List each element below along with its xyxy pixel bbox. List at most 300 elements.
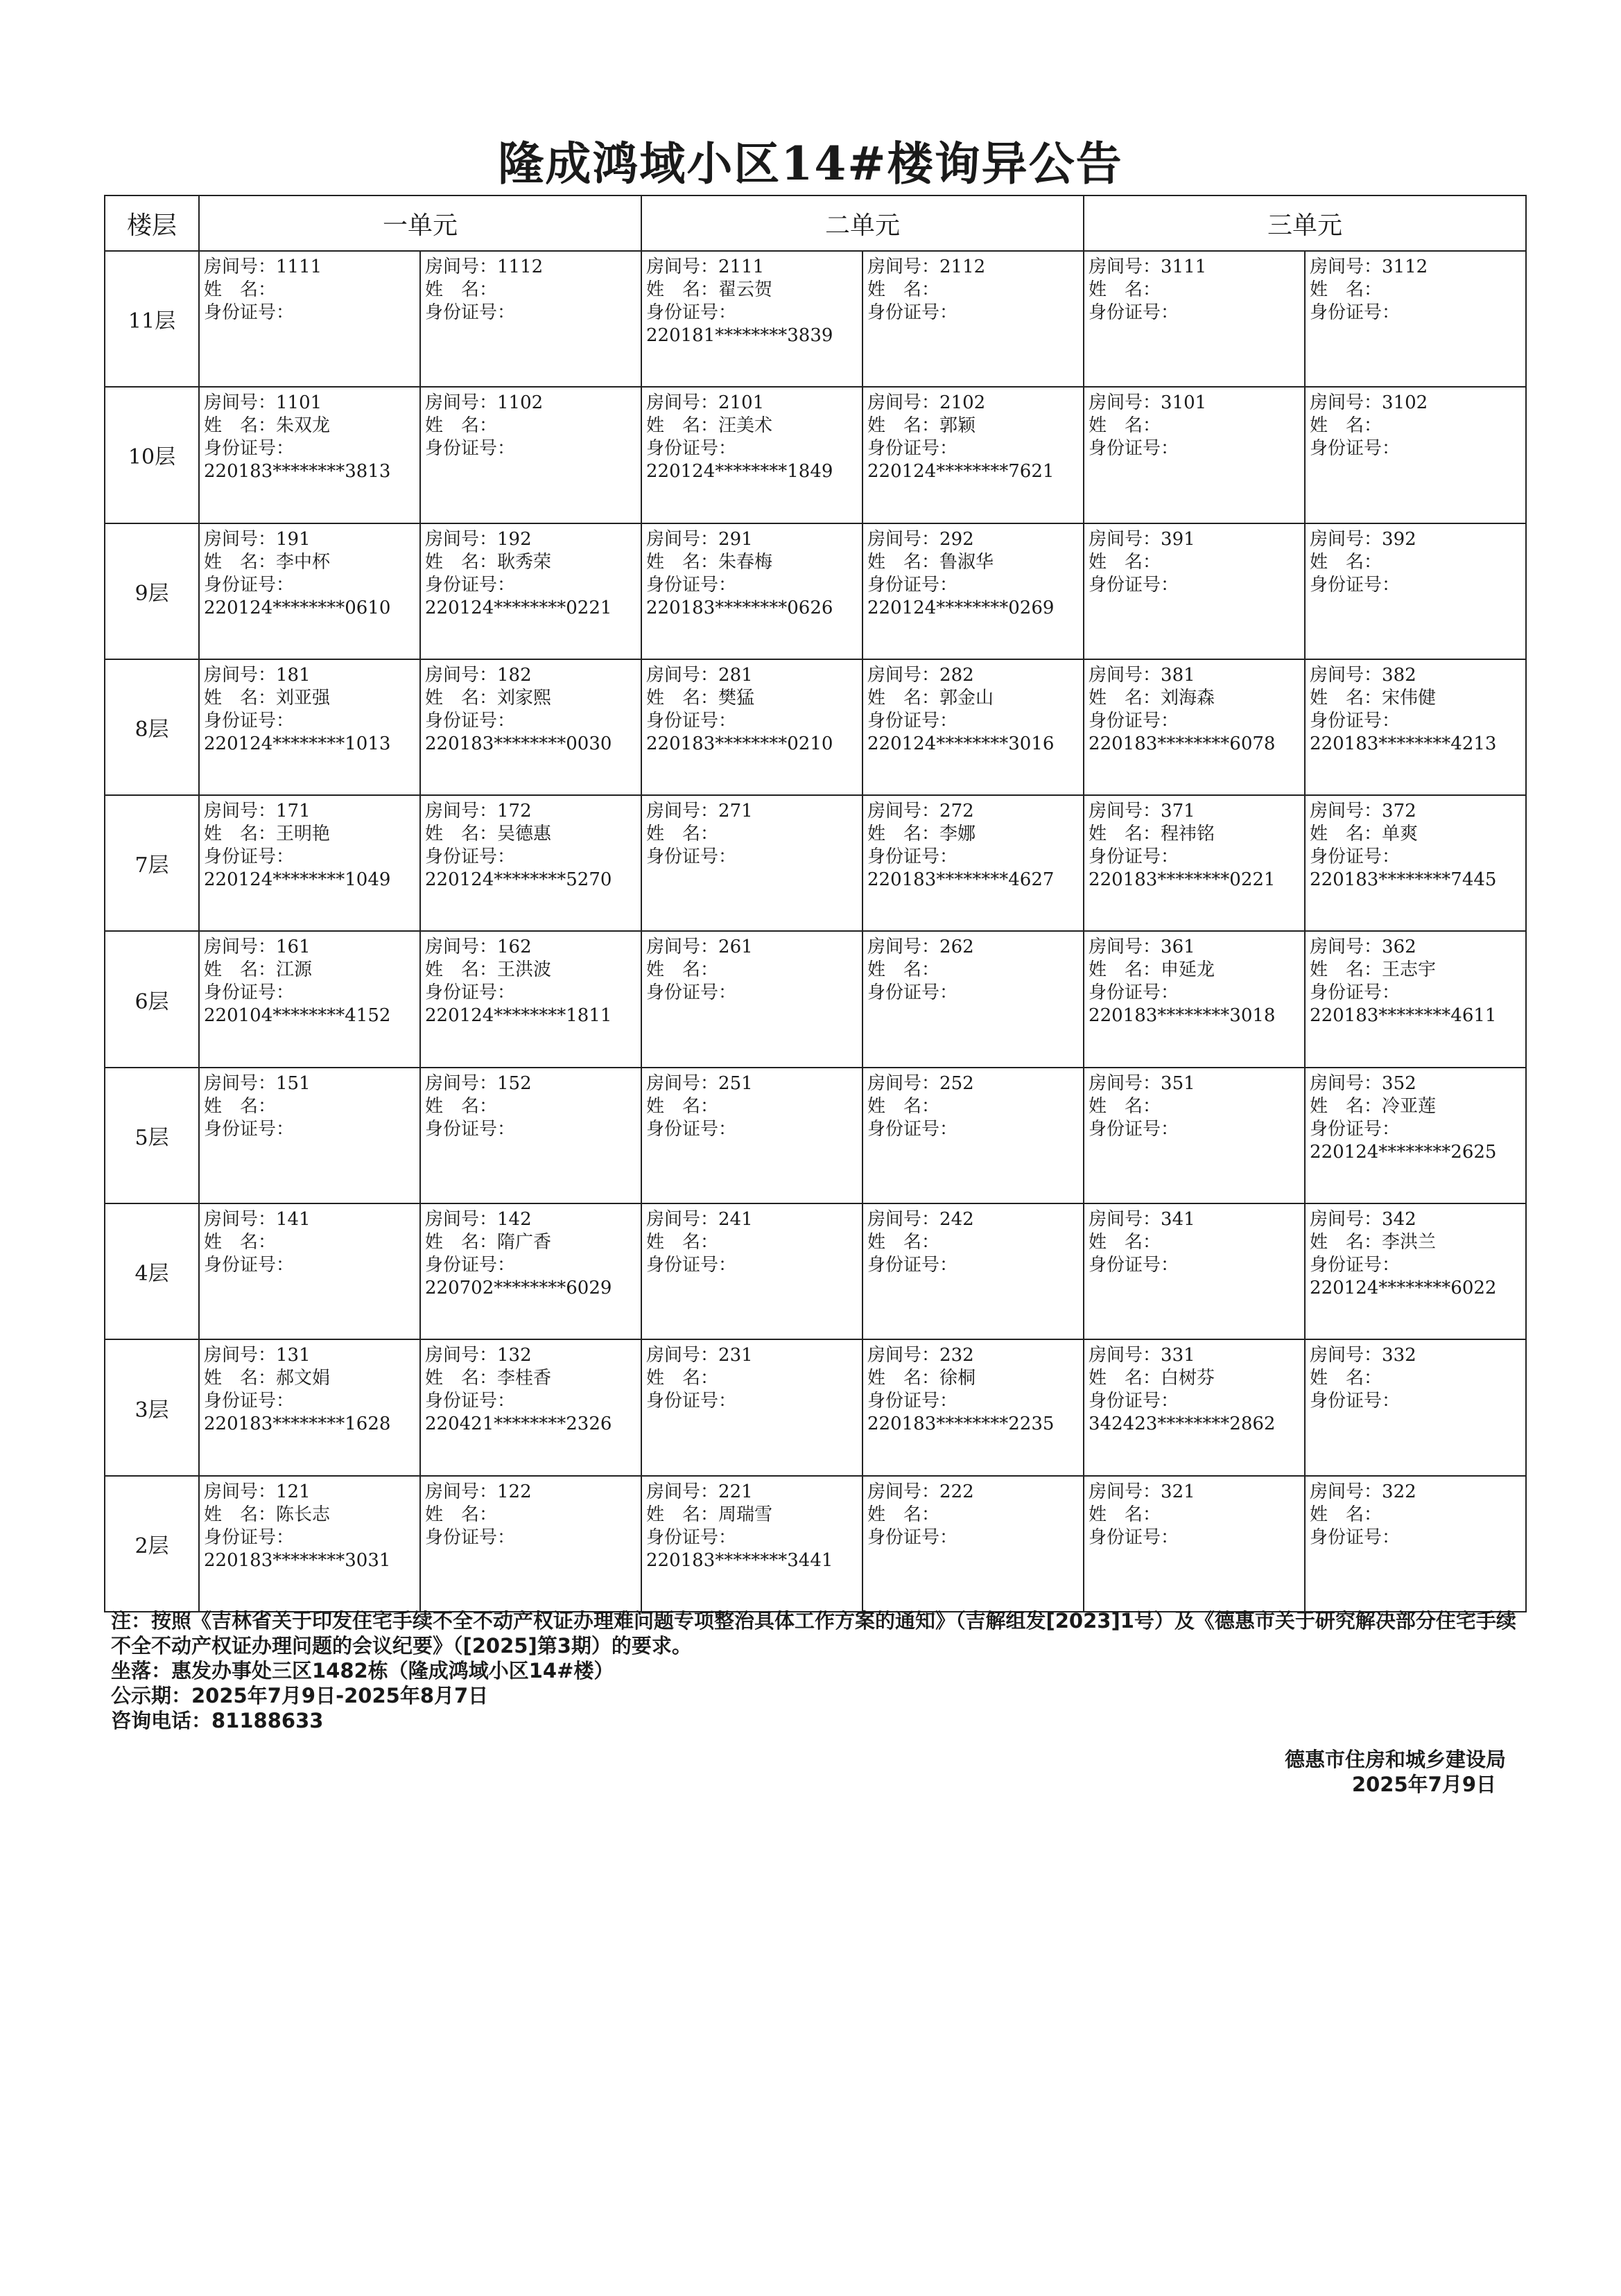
id-number-line	[204, 302, 414, 324]
resident-name-line	[1089, 959, 1299, 982]
resident-name-line	[1089, 415, 1299, 437]
resident-name-value: 刘亚强	[276, 687, 331, 708]
room-number-value: 3102	[1382, 392, 1428, 414]
resident-name-line	[646, 279, 856, 302]
id-number-label: 身份证号：	[646, 710, 737, 731]
resident-name-label: 姓 名：	[867, 551, 940, 573]
id-number-value: 220183********1628	[204, 1414, 391, 1435]
resident-name-label: 姓 名：	[646, 687, 719, 708]
room-number-value: 332	[1382, 1345, 1416, 1366]
id-number-label: 身份证号：	[646, 1118, 737, 1140]
room-number-line	[204, 800, 414, 823]
resident-name-line	[204, 1367, 414, 1390]
id-number-label: 身份证号：	[1310, 1527, 1401, 1548]
room-number-value: 292	[939, 528, 974, 550]
table-row	[105, 1476, 1526, 1612]
id-number-line	[204, 437, 414, 460]
room-number-value: 141	[276, 1209, 311, 1230]
id-number-line	[1310, 982, 1520, 1004]
id-number-label: 身份证号：	[1310, 1118, 1401, 1140]
room-cell	[199, 1339, 420, 1475]
room-number-label: 房间号：	[425, 392, 498, 414]
resident-name-line	[646, 1231, 856, 1254]
id-number-line	[1310, 1254, 1520, 1277]
room-number-label: 房间号：	[1089, 392, 1161, 414]
id-number-label: 身份证号：	[1089, 1255, 1179, 1276]
room-cell	[641, 795, 862, 931]
room-number-label: 房间号：	[425, 1481, 498, 1502]
resident-name-label: 姓 名：	[1310, 959, 1382, 981]
room-number-value: 381	[1161, 664, 1195, 686]
room-number-label: 房间号：	[1310, 528, 1382, 550]
resident-name-value: 王志宇	[1382, 959, 1437, 981]
resident-name-value: 鲁淑华	[939, 551, 994, 573]
resident-name-label: 姓 名：	[867, 824, 940, 845]
room-number-line	[425, 800, 635, 823]
id-number-line	[1089, 982, 1299, 1004]
room-number-value: 172	[497, 801, 532, 822]
room-number-line	[204, 936, 414, 959]
room-number-label: 房间号：	[204, 937, 277, 958]
room-number-label: 房间号：	[646, 1481, 719, 1502]
id-number-line	[1310, 1118, 1520, 1141]
resident-name-value: 陈长志	[276, 1504, 331, 1525]
room-cell	[862, 931, 1084, 1067]
id-number-line	[425, 302, 635, 324]
room-number-line	[646, 528, 856, 551]
room-cell	[862, 523, 1084, 659]
id-number-label: 身份证号：	[204, 1391, 295, 1412]
resident-name-line	[425, 415, 635, 437]
room-number-label: 房间号：	[867, 1072, 940, 1094]
room-number-label: 房间号：	[1089, 801, 1161, 822]
id-number-line	[1089, 574, 1299, 597]
room-cell	[420, 795, 641, 931]
resident-name-value: 白树芬	[1161, 1368, 1215, 1389]
id-number-value: 220183********3018	[1089, 1005, 1276, 1027]
room-number-label: 房间号：	[204, 1072, 277, 1094]
room-number-value: 291	[718, 528, 753, 550]
floor-label: 5层	[105, 1068, 199, 1203]
room-number-line	[204, 1344, 414, 1367]
resident-name-value: 江源	[276, 959, 313, 981]
room-number-line	[1089, 1072, 1299, 1095]
id-number-label: 身份证号：	[425, 1118, 516, 1140]
room-number-line	[204, 1208, 414, 1231]
room-number-label: 房间号：	[204, 1481, 277, 1502]
room-number-line	[646, 1481, 856, 1504]
id-number-line	[204, 1527, 414, 1549]
resident-name-line	[204, 279, 414, 302]
room-number-line	[1310, 800, 1520, 823]
room-number-value: 321	[1161, 1481, 1195, 1502]
room-cell	[862, 1476, 1084, 1612]
room-number-value: 182	[497, 664, 532, 686]
resident-name-label: 姓 名：	[204, 959, 277, 981]
room-number-value: 151	[276, 1072, 311, 1094]
id-number-label: 身份证号：	[425, 1527, 516, 1548]
id-number-value: 220104********4152	[204, 1005, 391, 1027]
resident-name-label: 姓 名：	[1310, 415, 1382, 437]
resident-name-line	[425, 1367, 635, 1390]
signature-block	[1285, 1747, 1506, 1797]
room-cell	[199, 931, 420, 1067]
id-number-label: 身份证号：	[867, 710, 958, 731]
room-number-line	[646, 800, 856, 823]
id-number-label: 身份证号：	[204, 302, 295, 323]
room-number-label: 房间号：	[867, 256, 940, 277]
resident-name-value: 李洪兰	[1382, 1232, 1437, 1253]
room-number-label: 房间号：	[1310, 392, 1382, 414]
room-number-label: 房间号：	[1310, 1481, 1382, 1502]
id-number-line	[425, 1254, 635, 1277]
resident-name-value: 王明艳	[276, 824, 331, 845]
id-number-label: 身份证号：	[1089, 1118, 1179, 1140]
room-number-line	[1310, 1208, 1520, 1231]
resident-name-label: 姓 名：	[867, 1095, 940, 1117]
id-number-line	[425, 1527, 635, 1549]
resident-name-line	[425, 1231, 635, 1254]
room-number-line	[204, 1481, 414, 1504]
resident-name-line	[1089, 823, 1299, 846]
room-number-label: 房间号：	[867, 937, 940, 958]
id-number-label: 身份证号：	[204, 1118, 295, 1140]
room-cell	[1084, 387, 1305, 523]
note-period: 公示期：2025年7月9日-2025年8月7日	[111, 1684, 489, 1707]
resident-name-label: 姓 名：	[646, 1504, 719, 1525]
room-number-line	[204, 664, 414, 687]
id-number-label: 身份证号：	[1310, 1255, 1401, 1276]
table-body	[105, 251, 1526, 1612]
room-number-value: 261	[718, 937, 753, 958]
resident-name-label: 姓 名：	[425, 551, 498, 573]
id-number-line	[867, 1254, 1077, 1277]
id-number-line	[646, 710, 856, 733]
room-cell	[420, 1203, 641, 1339]
room-number-label: 房间号：	[867, 1209, 940, 1230]
id-number-line	[867, 982, 1077, 1004]
resident-name-line	[204, 551, 414, 574]
id-number-line	[646, 1118, 856, 1141]
resident-name-label: 姓 名：	[1089, 1232, 1161, 1253]
room-number-label: 房间号：	[204, 256, 277, 277]
resident-name-label: 姓 名：	[204, 824, 277, 845]
id-number-label: 身份证号：	[867, 1118, 958, 1140]
room-number-label: 房间号：	[1310, 1072, 1382, 1094]
room-number-line	[425, 256, 635, 279]
id-number-line	[425, 982, 635, 1004]
room-cell	[420, 1068, 641, 1203]
room-number-line	[1089, 392, 1299, 415]
id-number-line	[425, 1118, 635, 1141]
room-number-line	[204, 528, 414, 551]
room-number-label: 房间号：	[646, 664, 719, 686]
room-cell	[862, 251, 1084, 387]
room-number-label: 房间号：	[646, 937, 719, 958]
room-cell	[199, 659, 420, 795]
room-number-line	[1089, 256, 1299, 279]
resident-name-value: 李中杯	[276, 551, 331, 573]
room-number-line	[1310, 936, 1520, 959]
resident-name-line	[1310, 279, 1520, 302]
room-cell	[862, 1339, 1084, 1475]
room-cell	[641, 1068, 862, 1203]
table-row	[105, 931, 1526, 1067]
resident-name-line	[204, 1095, 414, 1118]
room-number-value: 392	[1382, 528, 1416, 550]
room-number-line	[1310, 528, 1520, 551]
floor-label: 9层	[105, 523, 199, 659]
resident-name-value: 程祎铭	[1161, 824, 1215, 845]
resident-name-label: 姓 名：	[1310, 551, 1382, 573]
id-number-line	[204, 574, 414, 597]
id-number-label: 身份证号：	[204, 574, 295, 595]
room-number-label: 房间号：	[425, 528, 498, 550]
id-number-line	[867, 710, 1077, 733]
room-number-label: 房间号：	[867, 528, 940, 550]
room-number-label: 房间号：	[1089, 1072, 1161, 1094]
room-cell	[420, 387, 641, 523]
resident-name-line	[646, 551, 856, 574]
room-number-line	[1089, 528, 1299, 551]
resident-name-value: 刘海森	[1161, 687, 1215, 708]
id-number-label: 身份证号：	[425, 302, 516, 323]
resident-name-line	[425, 823, 635, 846]
id-number-line	[867, 1390, 1077, 1413]
id-number-line	[204, 1118, 414, 1141]
id-number-label: 身份证号：	[867, 1527, 958, 1548]
id-number-label: 身份证号：	[204, 438, 295, 460]
resident-name-line	[425, 551, 635, 574]
id-number-line	[1089, 846, 1299, 869]
page-title: 隆成鸿域小区14#楼询异公告	[498, 137, 1123, 191]
floor-label: 4层	[105, 1203, 199, 1339]
id-number-label: 身份证号：	[1089, 846, 1179, 868]
unit-header-1: 一单元	[199, 195, 641, 251]
resident-name-label: 姓 名：	[425, 687, 498, 708]
resident-name-label: 姓 名：	[425, 959, 498, 981]
resident-name-line	[204, 415, 414, 437]
room-number-line	[204, 256, 414, 279]
room-cell	[1084, 1068, 1305, 1203]
issue-date: 2025年7月9日	[1351, 1773, 1496, 1796]
floor-label: 3层	[105, 1339, 199, 1475]
resident-name-value: 单爽	[1382, 824, 1419, 845]
room-cell	[420, 523, 641, 659]
id-number-value: 220124********5270	[425, 869, 612, 891]
id-number-label: 身份证号：	[204, 846, 295, 868]
id-number-label: 身份证号：	[646, 1391, 737, 1412]
room-number-label: 房间号：	[204, 392, 277, 414]
id-number-value: 220183********7445	[1310, 869, 1497, 891]
room-number-line	[646, 936, 856, 959]
room-number-label: 房间号：	[1089, 937, 1161, 958]
id-number-line	[646, 302, 856, 324]
room-cell	[1305, 251, 1526, 387]
id-number-line	[204, 846, 414, 869]
room-number-label: 房间号：	[425, 1345, 498, 1366]
resident-name-label: 姓 名：	[646, 1095, 719, 1117]
unit-header-3: 三单元	[1084, 195, 1526, 251]
resident-name-label: 姓 名：	[204, 415, 277, 437]
id-number-line	[1089, 302, 1299, 324]
room-number-label: 房间号：	[1089, 1481, 1161, 1502]
room-cell	[1084, 251, 1305, 387]
room-number-value: 272	[939, 801, 974, 822]
id-number-line	[646, 1254, 856, 1277]
resident-name-value: 周瑞雪	[718, 1504, 773, 1525]
room-number-value: 361	[1161, 937, 1195, 958]
id-number-value: 220183********0626	[646, 597, 833, 618]
resident-name-label: 姓 名：	[204, 1504, 277, 1525]
notes-section	[111, 1608, 1525, 1733]
id-number-line	[425, 846, 635, 869]
id-number-label: 身份证号：	[425, 574, 516, 595]
room-number-value: 391	[1161, 528, 1195, 550]
room-number-line	[425, 1208, 635, 1231]
id-number-line	[1310, 302, 1520, 324]
resident-name-line	[204, 959, 414, 982]
room-number-line	[867, 800, 1077, 823]
resident-name-line	[1310, 1095, 1520, 1118]
room-number-value: 382	[1382, 664, 1416, 686]
room-number-label: 房间号：	[1310, 664, 1382, 686]
room-cell	[199, 523, 420, 659]
id-number-line	[867, 1527, 1077, 1549]
room-number-value: 171	[276, 801, 311, 822]
resident-name-value: 朱双龙	[276, 415, 331, 437]
id-number-label: 身份证号：	[1310, 574, 1401, 595]
id-number-value: 220124********0269	[867, 597, 1055, 618]
room-number-value: 262	[939, 937, 974, 958]
room-number-value: 162	[497, 937, 532, 958]
room-cell	[641, 523, 862, 659]
resident-name-line	[646, 1095, 856, 1118]
id-number-value: 220124********6022	[1310, 1278, 1497, 1299]
room-number-label: 房间号：	[646, 256, 719, 277]
room-number-label: 房间号：	[204, 801, 277, 822]
resident-name-line	[1310, 687, 1520, 710]
room-number-line	[1089, 1208, 1299, 1231]
id-number-line	[1310, 846, 1520, 869]
room-number-line	[1310, 1344, 1520, 1367]
id-number-value: 220181********3839	[646, 325, 833, 346]
room-number-value: 242	[939, 1209, 974, 1230]
room-cell	[1084, 795, 1305, 931]
id-number-value: 220124********1013	[204, 733, 391, 754]
table-row	[105, 1203, 1526, 1339]
resident-name-label: 姓 名：	[425, 1504, 498, 1525]
room-cell	[199, 387, 420, 523]
resident-name-line	[1089, 687, 1299, 710]
room-number-label: 房间号：	[867, 1481, 940, 1502]
room-number-label: 房间号：	[425, 937, 498, 958]
room-number-label: 房间号：	[425, 801, 498, 822]
room-number-line	[867, 1344, 1077, 1367]
resident-name-value: 申延龙	[1161, 959, 1215, 981]
room-number-line	[867, 392, 1077, 415]
resident-name-label: 姓 名：	[1310, 1368, 1382, 1389]
room-number-value: 2102	[939, 392, 986, 414]
room-number-line	[425, 528, 635, 551]
room-cell	[1305, 1203, 1526, 1339]
resident-name-value: 郭颖	[939, 415, 976, 437]
room-number-label: 房间号：	[425, 256, 498, 277]
floor-label: 8层	[105, 659, 199, 795]
resident-name-line	[867, 1367, 1077, 1390]
room-cell	[420, 659, 641, 795]
id-number-label: 身份证号：	[1310, 302, 1401, 323]
room-cell	[1084, 931, 1305, 1067]
id-number-label: 身份证号：	[867, 1255, 958, 1276]
id-number-value: 220124********0610	[204, 597, 391, 618]
id-number-line	[204, 982, 414, 1004]
issuing-authority: 德惠市住房和城乡建设局	[1284, 1748, 1506, 1771]
resident-name-line	[425, 279, 635, 302]
room-number-value: 1111	[276, 256, 322, 277]
resident-name-label: 姓 名：	[1089, 1368, 1161, 1389]
residents-table	[104, 195, 1527, 1612]
resident-name-label: 姓 名：	[204, 687, 277, 708]
resident-name-line	[1089, 1095, 1299, 1118]
id-number-label: 身份证号：	[1310, 710, 1401, 731]
room-number-value: 121	[276, 1481, 311, 1502]
id-number-label: 身份证号：	[425, 710, 516, 731]
resident-name-label: 姓 名：	[1089, 959, 1161, 981]
resident-name-value: 樊猛	[718, 687, 755, 708]
room-number-label: 房间号：	[867, 392, 940, 414]
note-location: 坐落：惠发办事处三区1482栋（隆成鸿域小区14#楼）	[111, 1659, 614, 1682]
room-cell	[641, 931, 862, 1067]
resident-name-value: 郝文娟	[276, 1368, 331, 1389]
table-row	[105, 1339, 1526, 1475]
resident-name-line	[425, 1504, 635, 1527]
resident-name-label: 姓 名：	[646, 1232, 719, 1253]
room-number-line	[425, 936, 635, 959]
id-number-value: 220421********2326	[425, 1414, 612, 1435]
id-number-label: 身份证号：	[867, 302, 958, 323]
room-cell	[1305, 1068, 1526, 1203]
room-number-value: 2101	[718, 392, 765, 414]
room-number-line	[425, 1344, 635, 1367]
room-cell	[199, 795, 420, 931]
room-number-line	[425, 1072, 635, 1095]
room-number-line	[425, 392, 635, 415]
room-cell	[1084, 1476, 1305, 1612]
room-number-value: 322	[1382, 1481, 1416, 1502]
resident-name-label: 姓 名：	[1310, 824, 1382, 845]
resident-name-label: 姓 名：	[425, 279, 498, 300]
room-number-label: 房间号：	[646, 1209, 719, 1230]
room-number-label: 房间号：	[646, 1072, 719, 1094]
room-number-label: 房间号：	[646, 1345, 719, 1366]
note-basis: 注：按照《吉林省关于印发住宅手续不全不动产权证办理难问题专项整治具体工作方案的通知》（吉解组发[2023]1号）及《德惠市关于研究解决部分住宅手续不全不动产权证办理问题的会议纪要》（[2025]第3期）的要求。	[111, 1609, 1516, 1658]
room-number-line	[1310, 256, 1520, 279]
room-number-line	[1310, 392, 1520, 415]
room-number-value: 192	[497, 528, 532, 550]
resident-name-line	[1089, 1367, 1299, 1390]
room-number-value: 131	[276, 1345, 311, 1366]
resident-name-value: 冷亚莲	[1382, 1095, 1437, 1117]
room-number-label: 房间号：	[425, 1209, 498, 1230]
room-number-label: 房间号：	[1089, 664, 1161, 686]
id-number-line	[204, 1390, 414, 1413]
room-number-label: 房间号：	[204, 1345, 277, 1366]
room-number-label: 房间号：	[1310, 1209, 1382, 1230]
resident-name-label: 姓 名：	[1089, 1095, 1161, 1117]
room-number-value: 2111	[718, 256, 765, 277]
resident-name-line	[867, 687, 1077, 710]
